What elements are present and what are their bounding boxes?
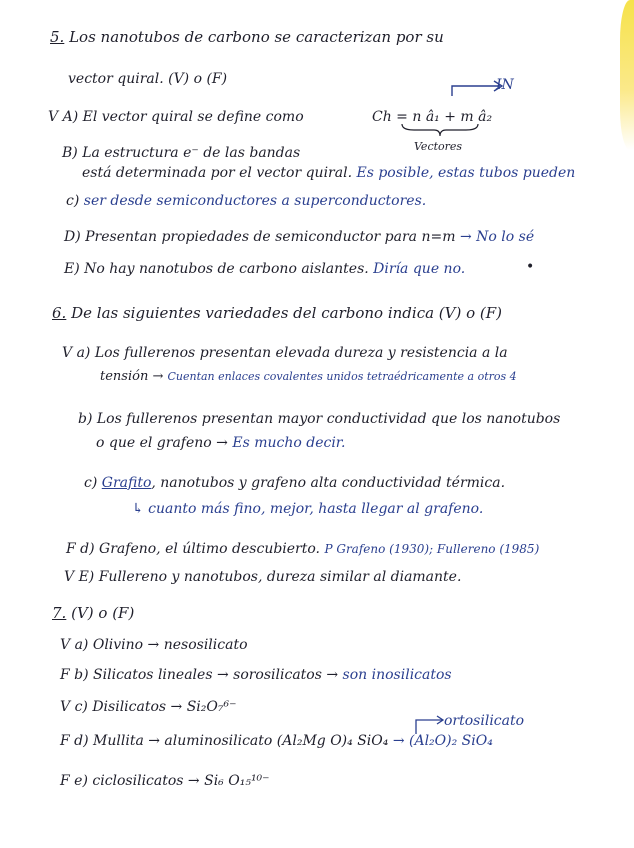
q6-item-c-line1 xyxy=(84,474,505,492)
q6-item-e-text: E) Fullereno y nanotubos, dureza similar al diamante. xyxy=(78,569,462,585)
q5-item-e xyxy=(64,260,465,278)
q5-item-a xyxy=(48,108,304,126)
q7-item-e-text: e) ciclosilicatos → Si₆ O₁₅¹⁰⁻ xyxy=(74,773,270,789)
q7-item-b xyxy=(60,666,452,684)
q7-item-d-black: d) Mullita → aluminosilicato (Al₂Mg O)₄ SiO₄ xyxy=(74,733,389,749)
q5-title-line2: vector quiral. (V) o (F) xyxy=(68,71,228,87)
q6-item-e xyxy=(64,568,461,586)
q6-item-d-black: d) Grafeno, el último descubierto. xyxy=(80,541,321,557)
q6-item-d xyxy=(66,540,539,558)
q5-item-b-black: está determinada por el vector quiral. xyxy=(82,165,353,181)
q5-item-b-line1: B) La estructura e⁻ de las bandas xyxy=(62,145,301,161)
q5-marker-a: V xyxy=(48,109,59,125)
q6-item-a-line1 xyxy=(62,344,508,362)
q5-item-c-prefix: c) xyxy=(66,193,80,209)
q7-item-b-black: b) Silicatos lineales → sorosilicatos → xyxy=(74,667,339,683)
q6-marker-e: V xyxy=(64,569,75,585)
q5-item-e-blue: Diría que no. xyxy=(373,261,466,277)
chiral-vector-formula: Ch = n â₁ + m â₂ xyxy=(372,109,493,125)
yellow-sticky-edge xyxy=(620,0,634,150)
q6-marker-d: F xyxy=(66,541,76,557)
q6-item-b-line2 xyxy=(96,434,345,452)
q6-marker-a: V xyxy=(62,345,73,361)
q7-marker-b: F xyxy=(60,667,70,683)
q7-item-c xyxy=(60,698,236,716)
q5-item-d-black: D) Presentan propiedades de semiconductor para n=m xyxy=(64,229,456,245)
q5-title-text1: Los nanotubos de carbono se caracterizan por su xyxy=(69,28,444,46)
q7-item-a-text: a) Olivino → nesosilicato xyxy=(74,637,248,653)
q5-number: 5. xyxy=(50,28,65,46)
q7-item-e xyxy=(60,772,270,790)
set-label: IN xyxy=(496,77,514,93)
q6-item-a-blue: Cuentan enlaces covalentes unidos tetraédricamente a otros 4 xyxy=(167,370,517,383)
q6-item-c-grafito: Grafito xyxy=(101,475,152,491)
q5-item-c xyxy=(66,192,426,210)
q6-item-a-text: a) Los fullerenos presentan elevada dureza y resistencia a la xyxy=(76,345,508,361)
q6-item-c-line2: ↳ cuanto más fino, mejor, hasta llegar al grafeno. xyxy=(132,501,484,517)
q7-title-text: (V) o (F) xyxy=(71,604,135,622)
vectors-label: Vectores xyxy=(414,140,463,153)
bullet-dot: • xyxy=(526,259,535,275)
q5-item-c-blue: ser desde semiconductores a superconductores. xyxy=(83,193,427,209)
q7-title xyxy=(52,604,134,622)
q5-item-d-blue: → No lo sé xyxy=(459,229,535,245)
q7-marker-c: V xyxy=(60,699,71,715)
q5-item-b-line2 xyxy=(82,164,575,182)
q6-item-b-blue: Es mucho decir. xyxy=(232,435,346,451)
q7-item-d-blue: → (Al₂O)₂ SiO₄ xyxy=(392,733,493,749)
q7-number: 7. xyxy=(52,604,67,622)
q5-title-line1 xyxy=(50,28,444,46)
q6-item-b-line1: b) Los fullerenos presentan mayor conductividad que los nanotubos xyxy=(78,411,561,427)
q6-title xyxy=(52,304,502,322)
q7-item-a xyxy=(60,636,248,654)
q7-marker-a: V xyxy=(60,637,71,653)
q7-marker-e: F xyxy=(60,773,70,789)
q6-number: 6. xyxy=(52,304,67,322)
q6-item-c-rest: , nanotubos y grafeno alta conductividad térmica. xyxy=(151,475,506,491)
q5-item-e-black: E) No hay nanotubos de carbono aislantes. xyxy=(64,261,369,277)
q7-item-b-blue: son inosilicatos xyxy=(342,667,452,683)
q7-item-c-text: c) Disilicatos → Si₂O₇⁶⁻ xyxy=(74,699,237,715)
q5-item-b-blue: Es posible, estas tubos pueden xyxy=(356,165,576,181)
q6-title-text: De las siguientes variedades del carbono indica (V) o (F) xyxy=(71,304,503,322)
q7-marker-d: F xyxy=(60,733,70,749)
q6-item-c-prefix: c) xyxy=(84,475,98,491)
q6-item-a-line2 xyxy=(100,368,517,386)
q6-item-b-black: o que el grafeno → xyxy=(96,435,228,451)
q5-item-a-text: A) El vector quiral se define como xyxy=(62,109,304,125)
q5-item-d xyxy=(64,228,534,246)
ortho-label: ortosilicato xyxy=(444,713,525,729)
q6-item-d-blue: P Grafeno (1930); Fullereno (1985) xyxy=(324,542,540,556)
q6-item-a-black: tensión → xyxy=(100,369,164,384)
q7-item-d xyxy=(60,732,493,750)
